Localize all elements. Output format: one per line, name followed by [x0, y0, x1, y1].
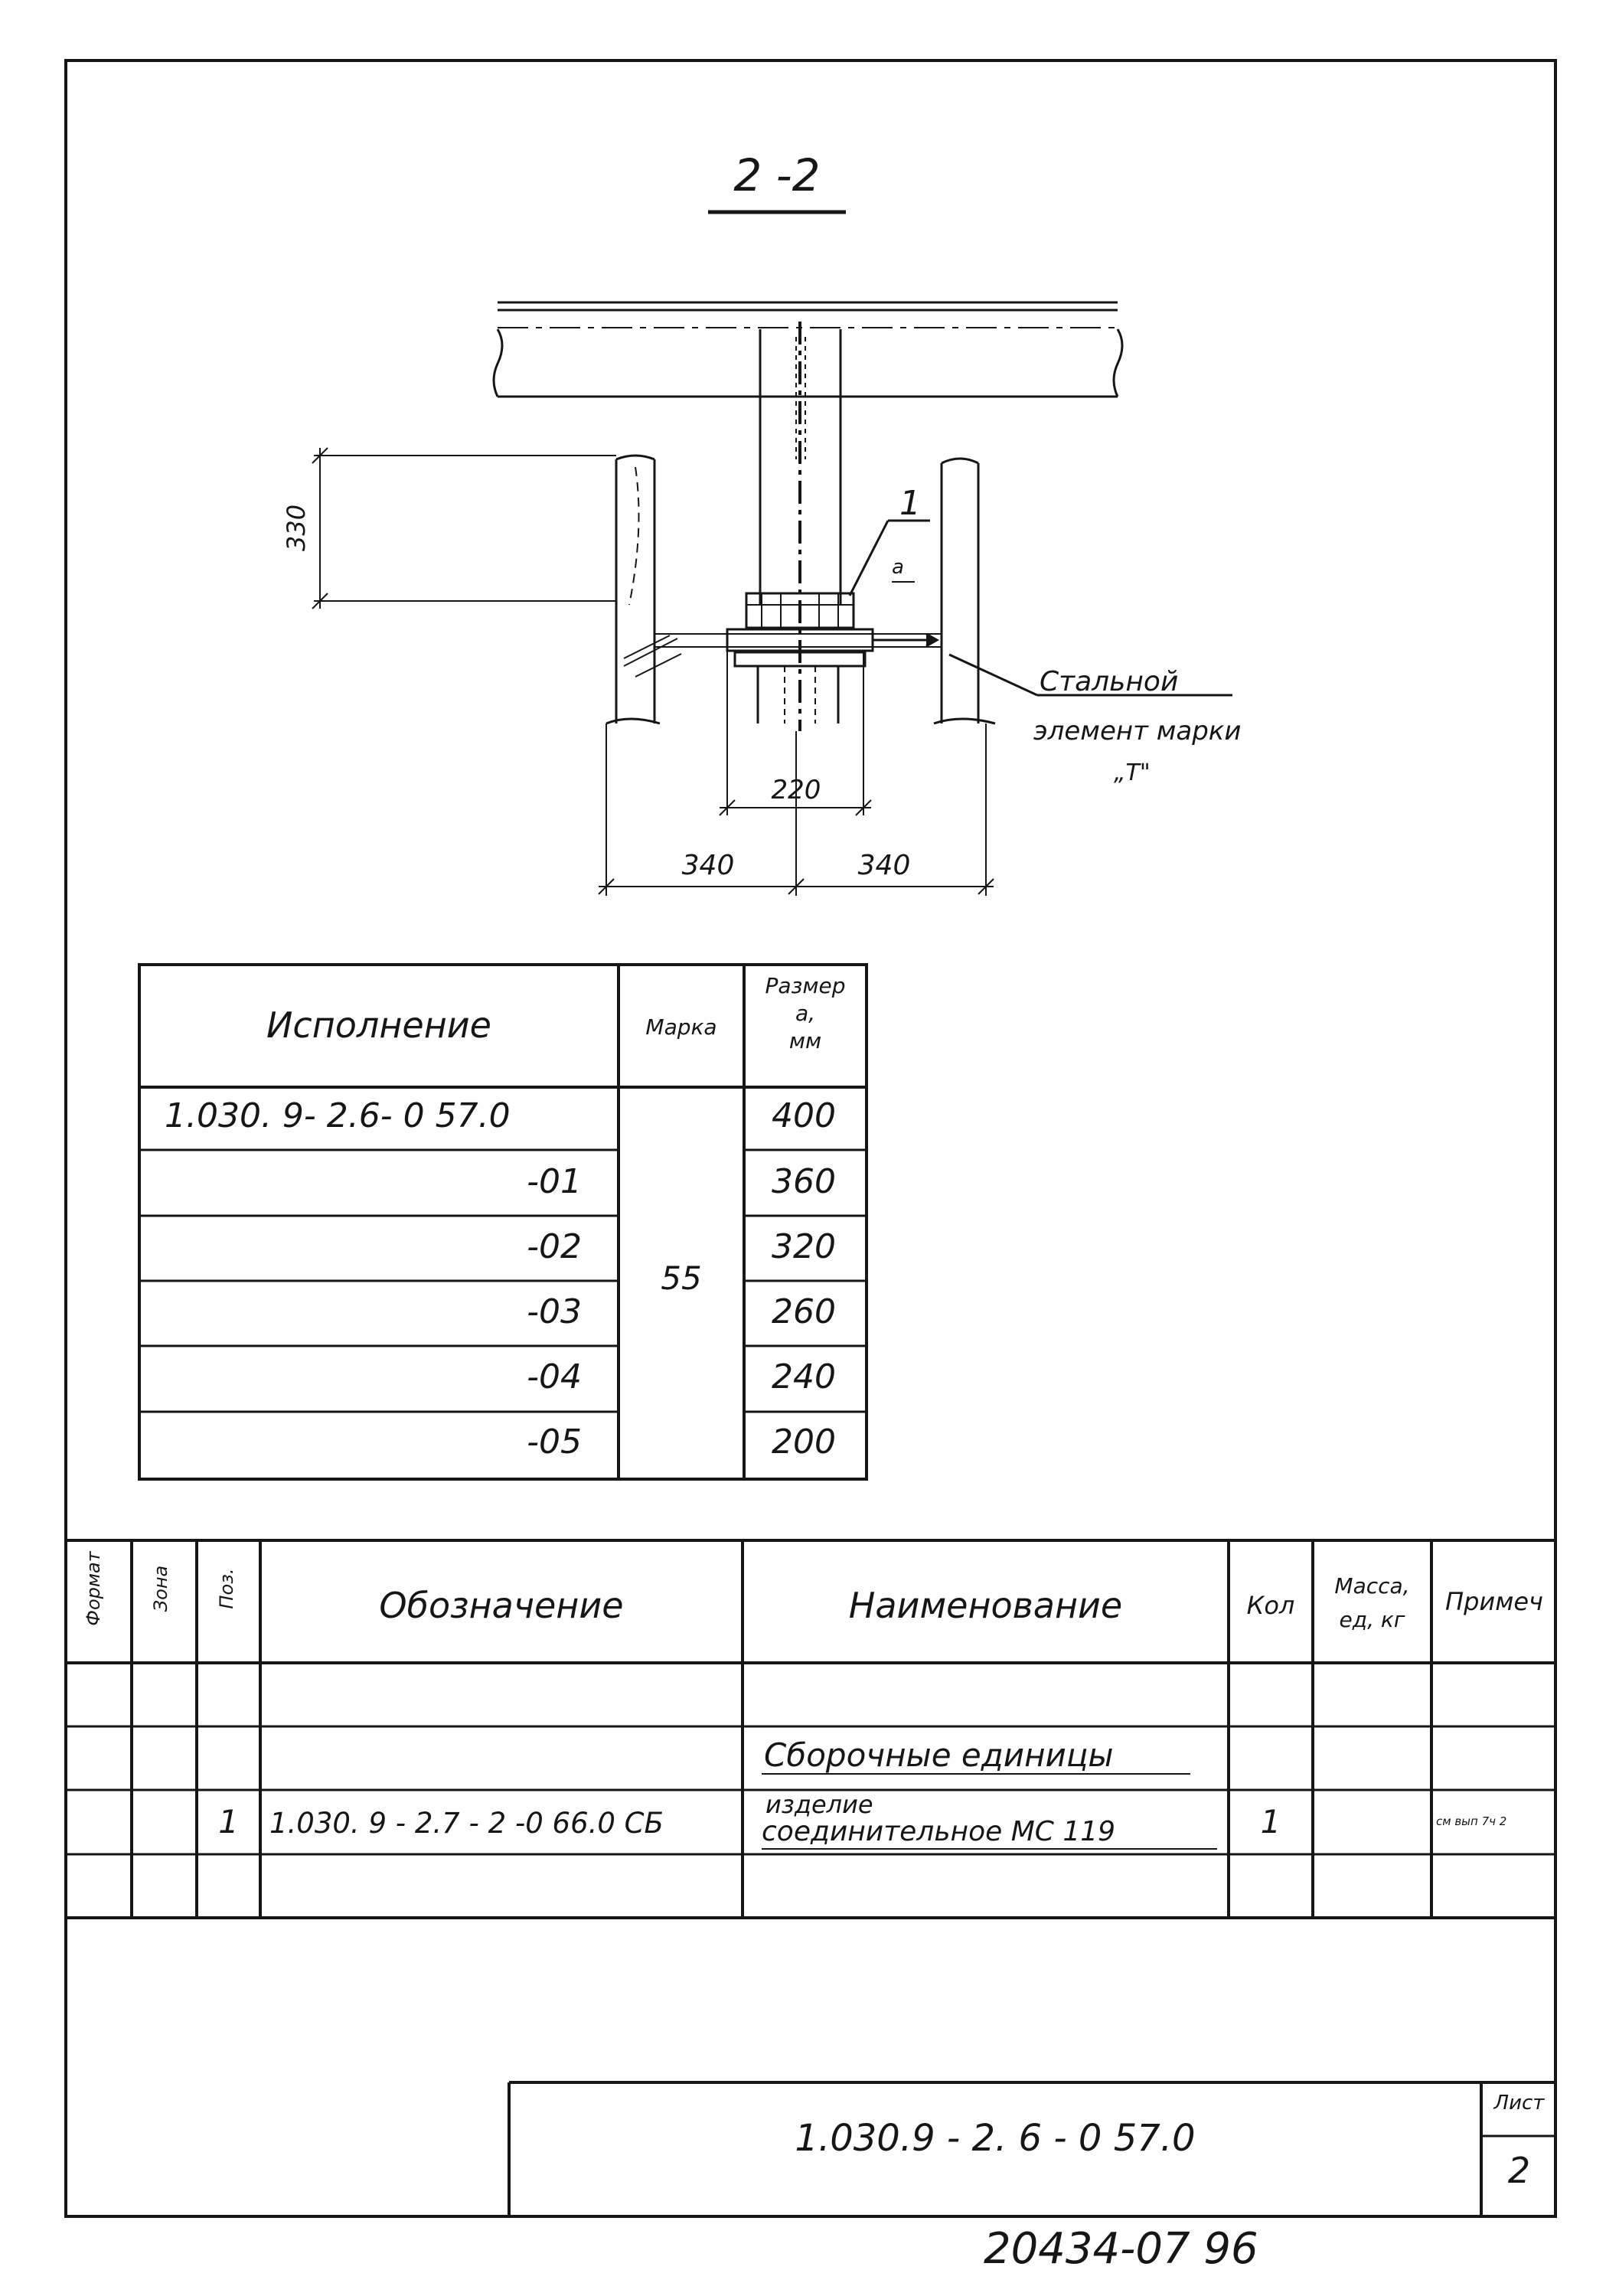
variants-header-size	[744, 972, 867, 1055]
right-column	[934, 459, 995, 723]
connector-assembly	[654, 593, 942, 723]
variants-mark-value: 55	[661, 1259, 702, 1297]
variant-row-designation: -03	[527, 1292, 582, 1331]
variant-row-designation: -05	[527, 1422, 582, 1462]
variants-header-designation: Исполнение	[266, 1004, 491, 1046]
variant-row-designation: -01	[527, 1162, 582, 1201]
callout-line3: „Т"	[1114, 759, 1151, 786]
spec-section-label: Сборочные единицы	[764, 1736, 1114, 1774]
dim-340-left-label: 340	[681, 850, 735, 881]
pos1-leader	[850, 521, 888, 596]
callout-leader	[949, 655, 1037, 695]
dim-330-lines	[312, 448, 616, 609]
spec-item-pos: 1	[218, 1803, 239, 1840]
beam-web	[760, 322, 841, 731]
mass-header-line2: ед, кг	[1339, 1607, 1405, 1632]
spec-item-note: см вып 7ч 2	[1436, 1814, 1507, 1828]
variant-row-size: 260	[772, 1292, 836, 1331]
spec-item-name-line1: изделие	[765, 1790, 873, 1819]
mass-header-line1: Масса,	[1334, 1573, 1410, 1599]
spec-header-name: Наименование	[848, 1585, 1123, 1626]
callout-line2: элемент марки	[1033, 716, 1242, 746]
beam-flange	[494, 302, 1122, 397]
size-header-line2: а,	[795, 1001, 816, 1026]
spec-header-pos: Поз.	[216, 1568, 237, 1609]
title-block-sheet-number: 2	[1507, 2150, 1531, 2191]
dim-a-label: a	[892, 556, 904, 579]
dim-220-label: 220	[771, 775, 821, 805]
spec-item-name-line2: соединительное МС 119	[762, 1816, 1116, 1847]
spec-header-zone: Зона	[150, 1565, 171, 1612]
title-block-code: 1.030.9 - 2. 6 - 0 57.0	[795, 2117, 1196, 2160]
variant-row-designation: 1.030. 9- 2.6- 0 57.0	[165, 1096, 511, 1135]
footer-stamp: 20434-07 96	[984, 2224, 1258, 2274]
variant-row-size: 400	[772, 1096, 836, 1135]
spec-header-format: Формат	[83, 1551, 104, 1626]
left-column	[606, 456, 681, 723]
variant-row-size: 320	[772, 1227, 836, 1266]
position-label: 1	[899, 484, 921, 523]
callout-line1: Стальной	[1040, 666, 1179, 697]
title-block-sheet-label: Лист	[1493, 2092, 1545, 2115]
section-title: 2 -2	[733, 149, 821, 201]
variant-row-size: 240	[772, 1357, 836, 1396]
spec-header-note: Примеч	[1445, 1587, 1543, 1616]
spec-header-qty: Кол	[1246, 1591, 1295, 1620]
variant-row-designation: -04	[527, 1357, 582, 1396]
dim-340-right-label: 340	[857, 850, 911, 881]
spec-item-designation: 1.030. 9 - 2.7 - 2 -0 66.0 СБ	[269, 1807, 664, 1840]
variant-row-designation: -02	[527, 1227, 582, 1266]
spec-item-qty: 1	[1260, 1803, 1281, 1840]
variant-row-size: 200	[772, 1422, 836, 1462]
variants-header-mark: Марка	[645, 1014, 717, 1040]
size-header-line1: Размер	[765, 973, 846, 998]
variant-row-size: 360	[772, 1162, 836, 1201]
dim-340-lines	[599, 723, 994, 896]
spec-header-designation: Обозначение	[379, 1585, 624, 1626]
spec-header-mass	[1313, 1569, 1431, 1637]
dim-height-label: 330	[282, 504, 311, 551]
size-header-line3: мм	[788, 1028, 822, 1053]
